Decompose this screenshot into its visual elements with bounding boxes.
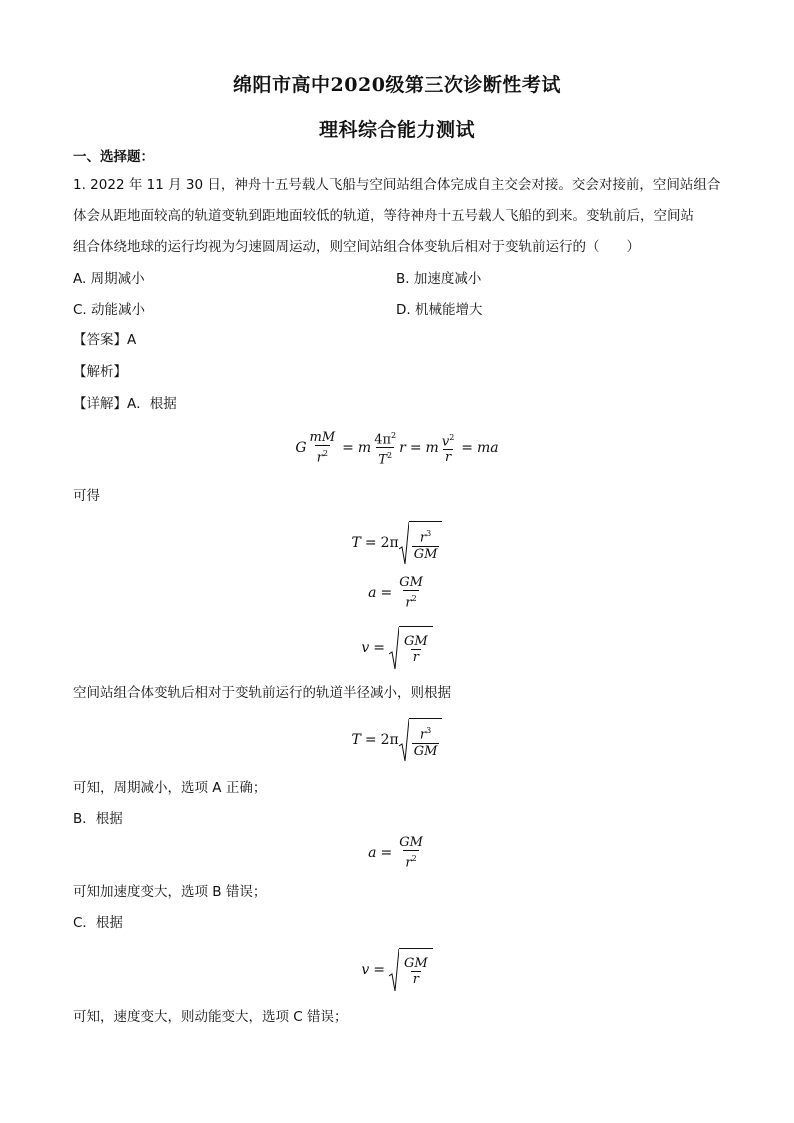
b-conclusion: 可知加速度变大，选项 B 错误； bbox=[73, 884, 267, 900]
acceleration-formula: a = $\frac{GM}{r^2}$ bbox=[368, 575, 423, 611]
period-formula-2: T = 2π $\frac{r^3}{GM}$ bbox=[0, 718, 794, 762]
exam-title: 绵阳市高中2020级第三次诊断性考试 bbox=[233, 74, 561, 96]
derive-label: 可得 bbox=[73, 488, 100, 504]
option-b: B. 加速度减小 bbox=[396, 271, 482, 287]
question-line-1: 1. 2022 年 11 月 30 日，神舟十五号载人飞船与空间站组合体完成自主交会对接。交会对接前，空间站组合 bbox=[73, 177, 721, 193]
velocity-formula: v = $\frac{GM}{r}$ bbox=[0, 626, 794, 670]
acceleration-formula-2: a = $\frac{GM}{r^2}$ bbox=[368, 835, 423, 871]
question-line-2: 体会从距地面较高的轨道变轨到距地面较低的轨道，等待神舟十五号载人飞船的到来。变轨前后，空间站 bbox=[73, 208, 694, 224]
exam-subtitle: 理科综合能力测试 bbox=[318, 119, 475, 141]
option-d: D. 机械能增大 bbox=[396, 302, 483, 318]
period-conclusion: 可知，周期减小，选项 A 正确； bbox=[73, 780, 267, 796]
velocity-formula-2: v = $\frac{GM}{r}$ bbox=[0, 948, 794, 992]
detail-a-label: 【详解】A．根据 bbox=[73, 396, 177, 412]
section-heading: 一、选择题： bbox=[73, 149, 154, 165]
option-c: C. 动能减小 bbox=[73, 302, 146, 318]
orbit-radius-text: 空间站组合体变轨后相对于变轨前运行的轨道半径减小，则根据 bbox=[73, 685, 451, 701]
b-label: B．根据 bbox=[73, 811, 123, 827]
c-label: C．根据 bbox=[73, 915, 123, 931]
c-conclusion: 可知，速度变大，则动能变大，选项 C 错误； bbox=[73, 1009, 348, 1025]
period-formula: T = 2π $\frac{r^3}{GM}$ bbox=[0, 521, 794, 565]
question-line-3: 组合体绕地球的运行均视为匀速圆周运动，则空间站组合体变轨后相对于变轨前运行的（ ） bbox=[73, 239, 640, 255]
analysis-label: 【解析】 bbox=[73, 364, 127, 380]
answer-label: 【答案】A bbox=[73, 332, 137, 348]
gravitation-equation: G $\frac{mM}{r^2}$ = m $\frac{4\pi^2}{T^2}$ r = m $\frac{v^2}{r}$ = ma bbox=[295, 430, 499, 468]
option-a: A. 周期减小 bbox=[73, 271, 145, 287]
